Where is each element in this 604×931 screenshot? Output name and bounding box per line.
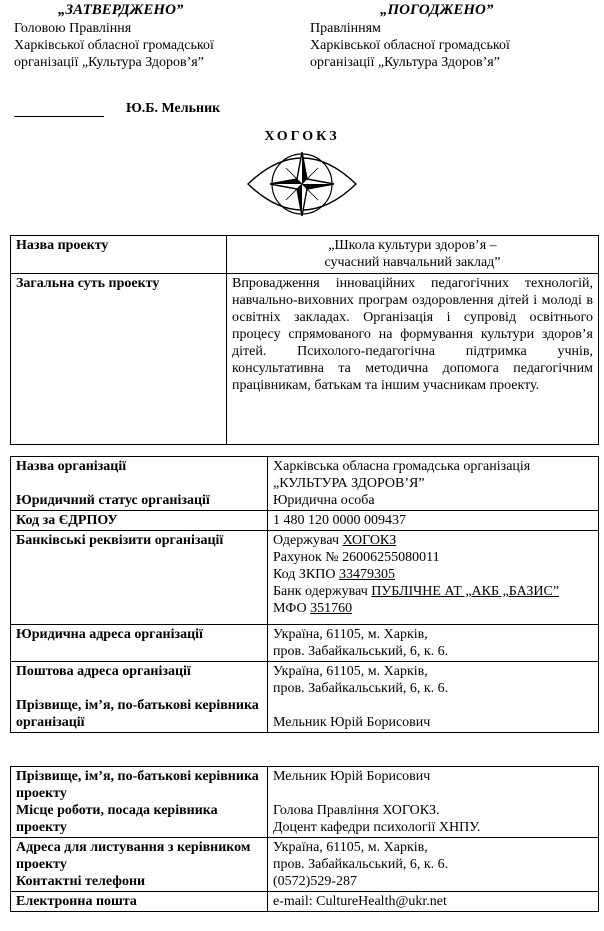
legal-status: Юридична особа <box>273 493 375 508</box>
project-head-job-line-1: Голова Правління ХОГОКЗ. <box>273 803 440 818</box>
zkpo-value: 33479305 <box>338 567 395 582</box>
project-head-name-label: Прізвище, ім’я, по-батькові керівника проекту <box>16 769 259 801</box>
signatory-name: Ю.Б. Мельник <box>126 101 221 116</box>
postal-address-line-1: Україна, 61105, м. Харків, <box>273 664 428 679</box>
mailing-address-line-1: Україна, 61105, м. Харків, <box>273 840 428 855</box>
bank-details-label: Банківські реквізити організації <box>11 531 268 625</box>
email-value: e-mail: CultureHealth@ukr.net <box>268 892 599 912</box>
project-head-values <box>268 767 599 838</box>
table-row <box>11 625 599 662</box>
receiver-value: ХОГОКЗ <box>342 533 397 548</box>
project-head-labels <box>11 767 268 838</box>
org-name-status-labels <box>11 457 268 511</box>
project-head-name: Мельник Юрій Борисович <box>273 769 431 784</box>
org-name-label: Назва організації <box>16 459 127 474</box>
project-head-table <box>10 766 599 912</box>
bank-details <box>268 531 599 625</box>
agreed-line-2: Харківської обласної громадської <box>310 38 510 53</box>
org-name-line-1: Харківська обласна громадська організація <box>273 459 531 474</box>
org-head-label: Прізвище, ім’я, по-батькові керівника організації <box>16 698 259 730</box>
legal-address-line-2: пров. Забайкальський, 6, к. 6. <box>273 644 449 659</box>
signature-blank <box>14 116 104 117</box>
project-head-job-label: Місце роботи, посада керівника проекту <box>16 803 218 835</box>
approved-stamp: „ЗАТВЕРДЖЕНО” <box>58 2 184 18</box>
table-row <box>11 236 599 274</box>
contact-labels <box>11 838 268 892</box>
project-name-line-1: „Школа культури здоров’я – <box>328 238 497 253</box>
legal-address <box>268 625 599 662</box>
edrpou-label: Код за ЄДРПОУ <box>11 511 268 531</box>
org-head-name: Мельник Юрій Борисович <box>273 715 431 730</box>
project-essence-text: Впровадження інноваційних педагогічних технологій, навчально-виховних програм оздоровлення дітей і молоді в освітніх закладах. Організація і супровід освітнього процесу спрямованого на формування культури здоров’я дітей. Психолого-педагогічна підтримка учнів, консультативна та методична допомога педагогічним працівникам, батькам та іншим учасникам проекту. <box>227 274 599 445</box>
org-abbreviation: ХОГОКЗ <box>264 129 340 144</box>
agreed-line-3: організації „Культура Здоров’я” <box>310 55 500 70</box>
project-name-label: Назва проекту <box>11 236 227 274</box>
postal-head-values <box>268 662 599 733</box>
postal-address-line-2: пров. Забайкальський, 6, к. 6. <box>273 681 449 696</box>
mfo-prefix: МФО <box>273 601 311 616</box>
table-row <box>11 892 599 912</box>
org-logo-icon <box>246 146 358 226</box>
bank-prefix: Банк одержувач <box>273 584 372 599</box>
mailing-address-label: Адреса для листування з керівником проекту <box>16 840 251 872</box>
project-table <box>10 235 599 445</box>
account-value: 26006255080011 <box>342 550 440 565</box>
bank-name: ПУБЛІЧНЕ АТ „АКБ „БАЗИС” <box>371 584 560 599</box>
table-row <box>11 511 599 531</box>
account-prefix: Рахунок № <box>273 550 343 565</box>
legal-status-label: Юридичний статус організації <box>16 493 210 508</box>
approved-line-2: Харківської обласної громадської <box>14 38 214 53</box>
table-row <box>11 767 599 838</box>
org-name-line-2: „КУЛЬТУРА ЗДОРОВ’Я” <box>273 476 425 491</box>
org-name-status-values <box>268 457 599 511</box>
postal-address-label: Поштова адреса організації <box>16 664 191 679</box>
phone-label: Контактні телефони <box>16 874 146 889</box>
approved-line-3: організації „Культура Здоров’я” <box>14 55 204 70</box>
table-row <box>11 662 599 733</box>
email-label: Електронна пошта <box>11 892 268 912</box>
signature-line <box>14 100 220 117</box>
agreed-line-1: Правлінням <box>310 21 381 36</box>
mfo-value: 351760 <box>310 601 353 616</box>
table-row <box>11 457 599 511</box>
table-row <box>11 838 599 892</box>
organization-table <box>10 456 599 733</box>
project-name-cell <box>227 236 599 274</box>
agreed-stamp: „ПОГОДЖЕНО” <box>380 2 494 18</box>
agreed-block <box>310 2 600 71</box>
phone-value: (0572)529-287 <box>273 874 357 889</box>
postal-head-labels <box>11 662 268 733</box>
edrpou-value: 1 480 120 0000 009437 <box>268 511 599 531</box>
project-name-line-2: сучасний навчальний заклад” <box>324 255 501 270</box>
project-essence-label: Загальна суть проекту <box>11 274 227 445</box>
approved-line-1: Головою Правління <box>14 21 132 36</box>
legal-address-label: Юридична адреса організації <box>11 625 268 662</box>
mailing-address-line-2: пров. Забайкальський, 6, к. 6. <box>273 857 449 872</box>
table-row <box>11 274 599 445</box>
approved-block <box>14 2 304 71</box>
table-row <box>11 531 599 625</box>
contact-values <box>268 838 599 892</box>
zkpo-prefix: Код ЗКПО <box>273 567 339 582</box>
project-head-job-line-2: Доцент кафедри психології ХНПУ. <box>273 820 481 835</box>
legal-address-line-1: Україна, 61105, м. Харків, <box>273 627 428 642</box>
receiver-prefix: Одержувач <box>273 533 343 548</box>
